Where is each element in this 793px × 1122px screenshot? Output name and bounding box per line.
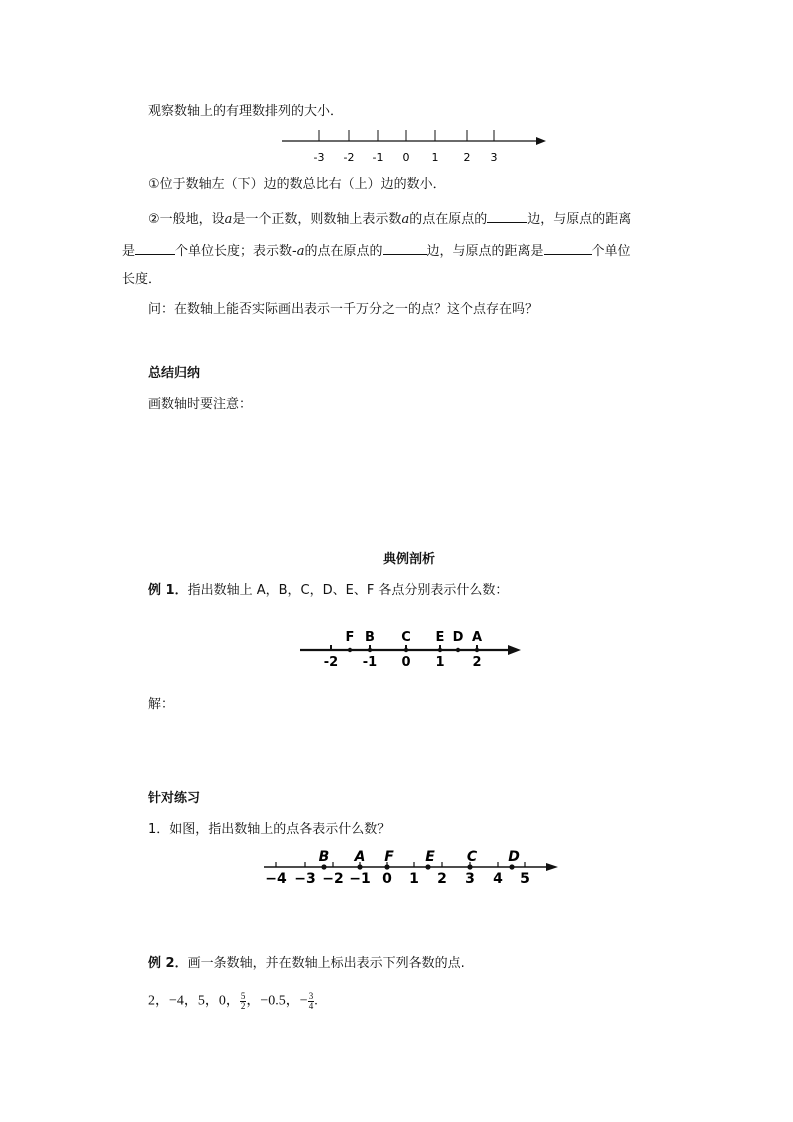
axis2-tick-labels [324,655,482,670]
numerator: 5 [240,991,246,1001]
answer-blank[interactable] [487,210,527,223]
axis2-point-labels [346,630,482,645]
example1-question [148,583,508,599]
tick-label: 1 [409,871,419,887]
point-dot [425,864,430,869]
point-dot [509,864,514,869]
tick-label: 1 [431,151,439,164]
point-label-e: E [425,849,435,865]
point-label-d: D [452,630,464,645]
point-label-a: A [471,630,483,645]
point-label-b: B [318,849,330,865]
point-dot [357,864,362,869]
example1-text: 指出数轴上 A，B，C，D、E、F 各点分别表示什么数： [187,583,509,598]
tick-label: -1 [372,151,384,164]
point-dot [456,648,460,652]
point2-line1 [148,210,631,228]
point-label-e: E [435,630,445,645]
summary-text: 画数轴时要注意： [148,397,253,412]
axis3-tick-labels [265,871,530,887]
example2-numbers [148,992,318,1011]
answer-blank[interactable] [383,242,427,255]
tick-label: 1 [435,655,445,670]
point-label-f: F [345,630,355,645]
point-dot [475,648,479,652]
point-dot [368,648,372,652]
axis-arrow [546,863,558,871]
point-label-c: C [401,630,411,645]
text: 个单位长度；表示数- [175,244,297,259]
var-a: a [224,212,233,227]
tick-label: 5 [520,871,530,887]
point-label-a: A [354,849,366,865]
numbers-part: ，−0.5，− [246,993,308,1009]
text: 的点在原点的 [304,244,383,259]
tick-label: 2 [437,871,447,887]
tick-label: −2 [322,871,344,887]
text: 是 [122,244,136,259]
tick-label: 2 [463,151,471,164]
axis3-point-labels [319,849,520,865]
denominator: 2 [240,1001,246,1011]
text: 的点在原点的 [409,212,488,227]
axis1-ticks [319,130,494,141]
point-dot [404,648,408,652]
denominator: 4 [308,1001,314,1011]
question-text: 问：在数轴上能否实际画出表示一千万分之一的点？这个点存在吗？ [148,302,539,317]
point2-line3: 长度． [122,272,162,287]
tick-label: -2 [323,655,339,670]
tick-label: −4 [265,871,287,887]
text: 边，与原点的距离 [527,212,632,227]
solution-label: 解： [148,697,175,712]
tick-label: -3 [313,151,325,164]
number-line-2 [0,625,793,675]
var-a: a [401,212,410,227]
tick-label: 2 [472,655,482,670]
tick-label: -2 [343,151,355,164]
example2-question [148,956,465,972]
tick-label: 0 [382,871,392,887]
point-label-d: D [508,849,520,865]
axis1-tick-labels [314,151,498,164]
tick-label: −3 [294,871,316,887]
axis-arrow [508,645,521,655]
point-dot [321,864,326,869]
tick-label: 3 [490,151,498,164]
axis2-ticks [331,645,479,652]
practice-heading: 针对练习 [148,791,201,806]
text: 边，与原点的距离是 [426,244,544,259]
tick-label: 3 [465,871,475,887]
point-label-c: C [466,849,478,865]
example-heading: 典例剖析 [383,552,436,567]
point-dot [467,864,472,869]
observe-text: 观察数轴上的有理数排列的大小． [148,104,344,119]
numbers-part: . [314,993,318,1009]
axis-arrow [536,137,546,145]
tick-label: -1 [362,655,378,670]
point1-text: ①位于数轴左（下）边的数总比右（上）边的数小． [148,177,446,192]
point-label-b: B [365,630,375,645]
point-label-f: F [384,849,394,865]
number-line-1 [0,120,793,180]
tick-label: −1 [349,871,371,887]
example2-text: 画一条数轴，并在数轴上标出表示下列各数的点. [187,956,465,971]
example1-label: 例 1． [148,583,188,598]
number-line-3 [0,845,793,895]
example2-label: 例 2． [148,956,188,971]
answer-blank[interactable] [135,242,175,255]
text: ②一般地，设 [148,212,225,227]
numerator: 3 [308,991,314,1001]
practice-q1: 1．如图，指出数轴上的点各表示什么数？ [148,822,391,837]
point-dot [348,648,352,652]
numbers-part: 2，−4，5，0， [148,993,240,1009]
point-dot [438,648,442,652]
text: 个单位 [591,244,631,259]
point2-line2 [122,242,631,260]
axis3-ticks [276,862,525,870]
text: 是一个正数，则数轴上表示数 [232,212,402,227]
var-a: a [296,244,305,259]
answer-blank[interactable] [544,242,592,255]
point-dot [384,864,389,869]
tick-label: 0 [401,655,411,670]
summary-heading: 总结归纳 [148,366,201,381]
tick-label: 4 [493,871,503,887]
tick-label: 0 [402,151,410,164]
